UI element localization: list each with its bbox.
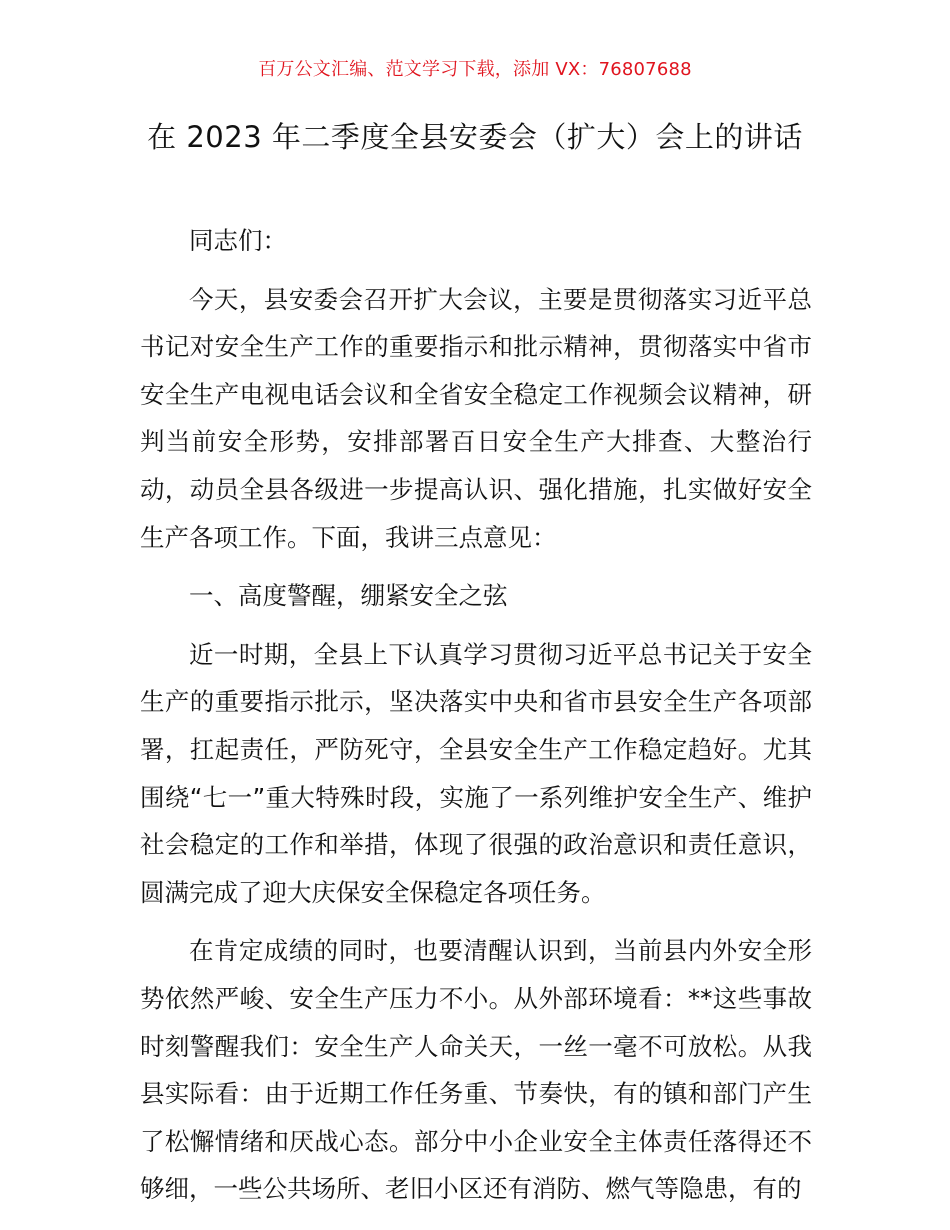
section-heading-1: 一、高度警醒，绷紧安全之弦	[189, 581, 508, 611]
paragraph-intro: 今天，县安委会召开扩大会议，主要是贯彻落实习近平总书记对安全生产工作的重要指示和批示精神，贯彻落实中省市安全生产电视电话会议和全省安全稳定工作视频会议精神，研判当前安全形势，安排部署百日安全生产大排查、大整治行动，动员全县各级进一步提高认识、强化措施，扎实做好安全生产各项工作。下面，我讲三点意见：	[140, 284, 812, 552]
salutation: 同志们：	[189, 226, 287, 255]
document-body	[140, 217, 812, 1213]
paragraph-risks: 在肯定成绩的同时，也要清醒认识到，当前县内外安全形势依然严峻、安全生产压力不小。从外部环境看：**这些事故时刻警醒我们：安全生产人命关天，一丝一毫不可放松。从我县实际看：由于近期工作任务重、节奏快，有的镇和部门产生了松懈情绪和厌战心态。部分中小企业安全主体责任落得还不够细，一些公共场所、老旧小区还有消防、燃气等隐患，有的	[140, 936, 812, 1204]
document-title: 在 2023 年二季度全县安委会（扩大）会上的讲话	[147, 120, 803, 154]
watermark-banner: 百万公文汇编、范文学习下载，添加 VX：76807688	[258, 59, 692, 80]
paragraph-achievements: 近一时期，全县上下认真学习贯彻习近平总书记关于安全生产的重要指示批示，坚决落实中央和省市县安全生产各项部署，扛起责任，严防死守，全县安全生产工作稳定趋好。尤其围绕“七一”重大特殊时段，实施了一系列维护安全生产、维护社会稳定的工作和举措，体现了很强的政治意识和责任意识，圆满完成了迎大庆保安全保稳定各项任务。	[140, 639, 812, 907]
